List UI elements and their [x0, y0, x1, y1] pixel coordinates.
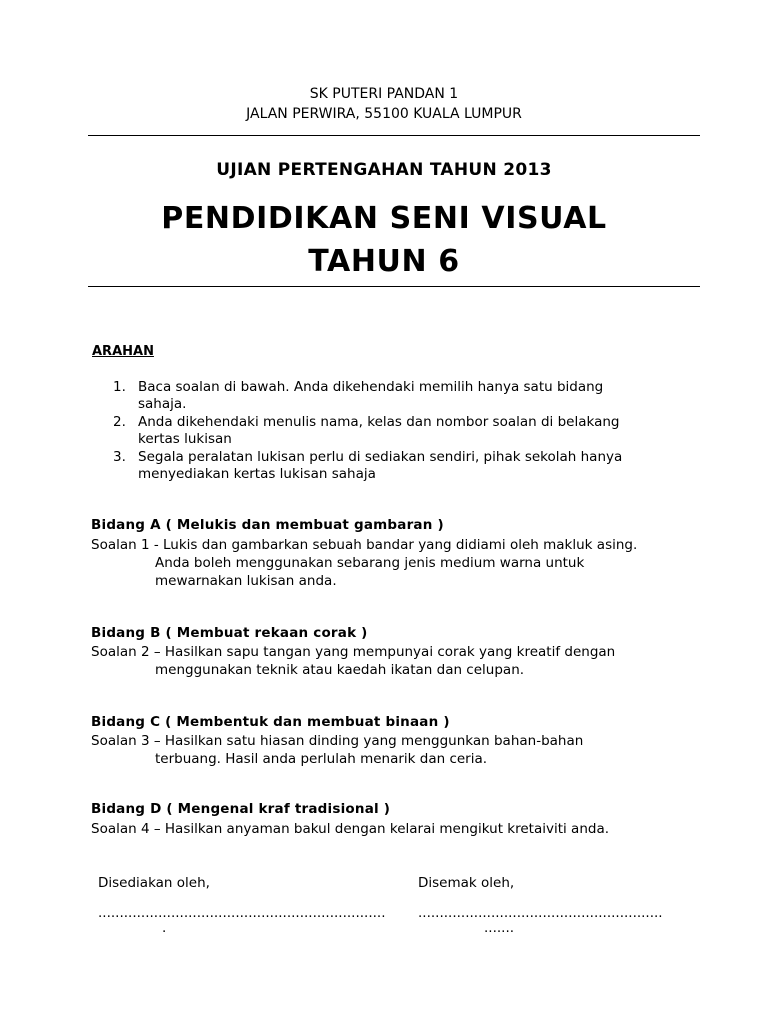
instruction-number: 1.: [113, 379, 126, 395]
instruction-text: kertas lukisan: [138, 431, 232, 447]
instruction-number: 3.: [113, 449, 126, 465]
exam-title: UJIAN PERTENGAHAN TAHUN 2013: [216, 160, 552, 180]
subject-title-line1: PENDIDIKAN SENI VISUAL: [161, 201, 607, 236]
question-text: Anda boleh menggunakan sebarang jenis medium warna untuk: [155, 555, 585, 571]
section-c-heading: Bidang C ( Membentuk dan membuat binaan ): [91, 714, 450, 730]
instruction-number: 2.: [113, 414, 126, 430]
section-c-question: [91, 732, 691, 768]
instruction-text: Anda dikehendaki menulis nama, kelas dan nombor soalan di belakang: [138, 414, 620, 430]
checked-by-label: Disemak oleh,: [418, 875, 515, 891]
instruction-item: [113, 414, 673, 448]
instruction-text: Segala peralatan lukisan perlu di sediakan sendiri, pihak sekolah hanya: [138, 449, 623, 465]
school-name: SK PUTERI PANDAN 1: [309, 86, 459, 102]
instruction-item: [113, 449, 673, 483]
checked-by-signature-line: .........................................................: [418, 905, 663, 921]
section-d-heading: Bidang D ( Mengenal kraf tradisional ): [91, 801, 391, 817]
subject-title-line2: TAHUN 6: [308, 244, 460, 279]
question-text: Soalan 2 – Hasilkan sapu tangan yang mempunyai corak yang kreatif dengan: [91, 644, 616, 660]
school-address: JALAN PERWIRA, 55100 KUALA LUMPUR: [246, 106, 522, 122]
question-text: Soalan 3 – Hasilkan satu hiasan dinding yang menggunkan bahan-bahan: [91, 733, 584, 749]
prepared-by-label: Disediakan oleh,: [98, 875, 210, 891]
section-b-heading: Bidang B ( Membuat rekaan corak ): [91, 625, 368, 641]
instructions-list: [113, 379, 673, 484]
instruction-text: menyediakan kertas lukisan sahaja: [138, 466, 376, 482]
section-a-question: [91, 536, 691, 590]
prepared-by-signature-line-end: .: [162, 920, 167, 936]
question-text: Soalan 4 – Hasilkan anyaman bakul dengan kelarai mengikut kretaiviti anda.: [91, 821, 610, 837]
section-b-question: [91, 643, 691, 679]
section-d-question: [91, 820, 691, 838]
checked-by-signature-line-end: .......: [484, 920, 515, 936]
instruction-text: sahaja.: [138, 396, 187, 412]
question-text: mewarnakan lukisan anda.: [155, 573, 337, 589]
question-text: terbuang. Hasil anda perlulah menarik dan ceria.: [155, 751, 488, 767]
question-text: menggunakan teknik atau kaedah ikatan dan celupan.: [155, 662, 525, 678]
header-divider: [88, 135, 700, 136]
question-text: Soalan 1 - Lukis dan gambarkan sebuah bandar yang didiami oleh makluk asing.: [91, 537, 638, 553]
instruction-text: Baca soalan di bawah. Anda dikehendaki memilih hanya satu bidang: [138, 379, 604, 395]
title-divider: [88, 286, 700, 287]
instruction-item: [113, 379, 673, 413]
instructions-heading: ARAHAN: [92, 344, 154, 359]
prepared-by-signature-line: ...................................................................: [98, 905, 386, 921]
section-a-heading: Bidang A ( Melukis dan membuat gambaran ): [91, 517, 444, 533]
